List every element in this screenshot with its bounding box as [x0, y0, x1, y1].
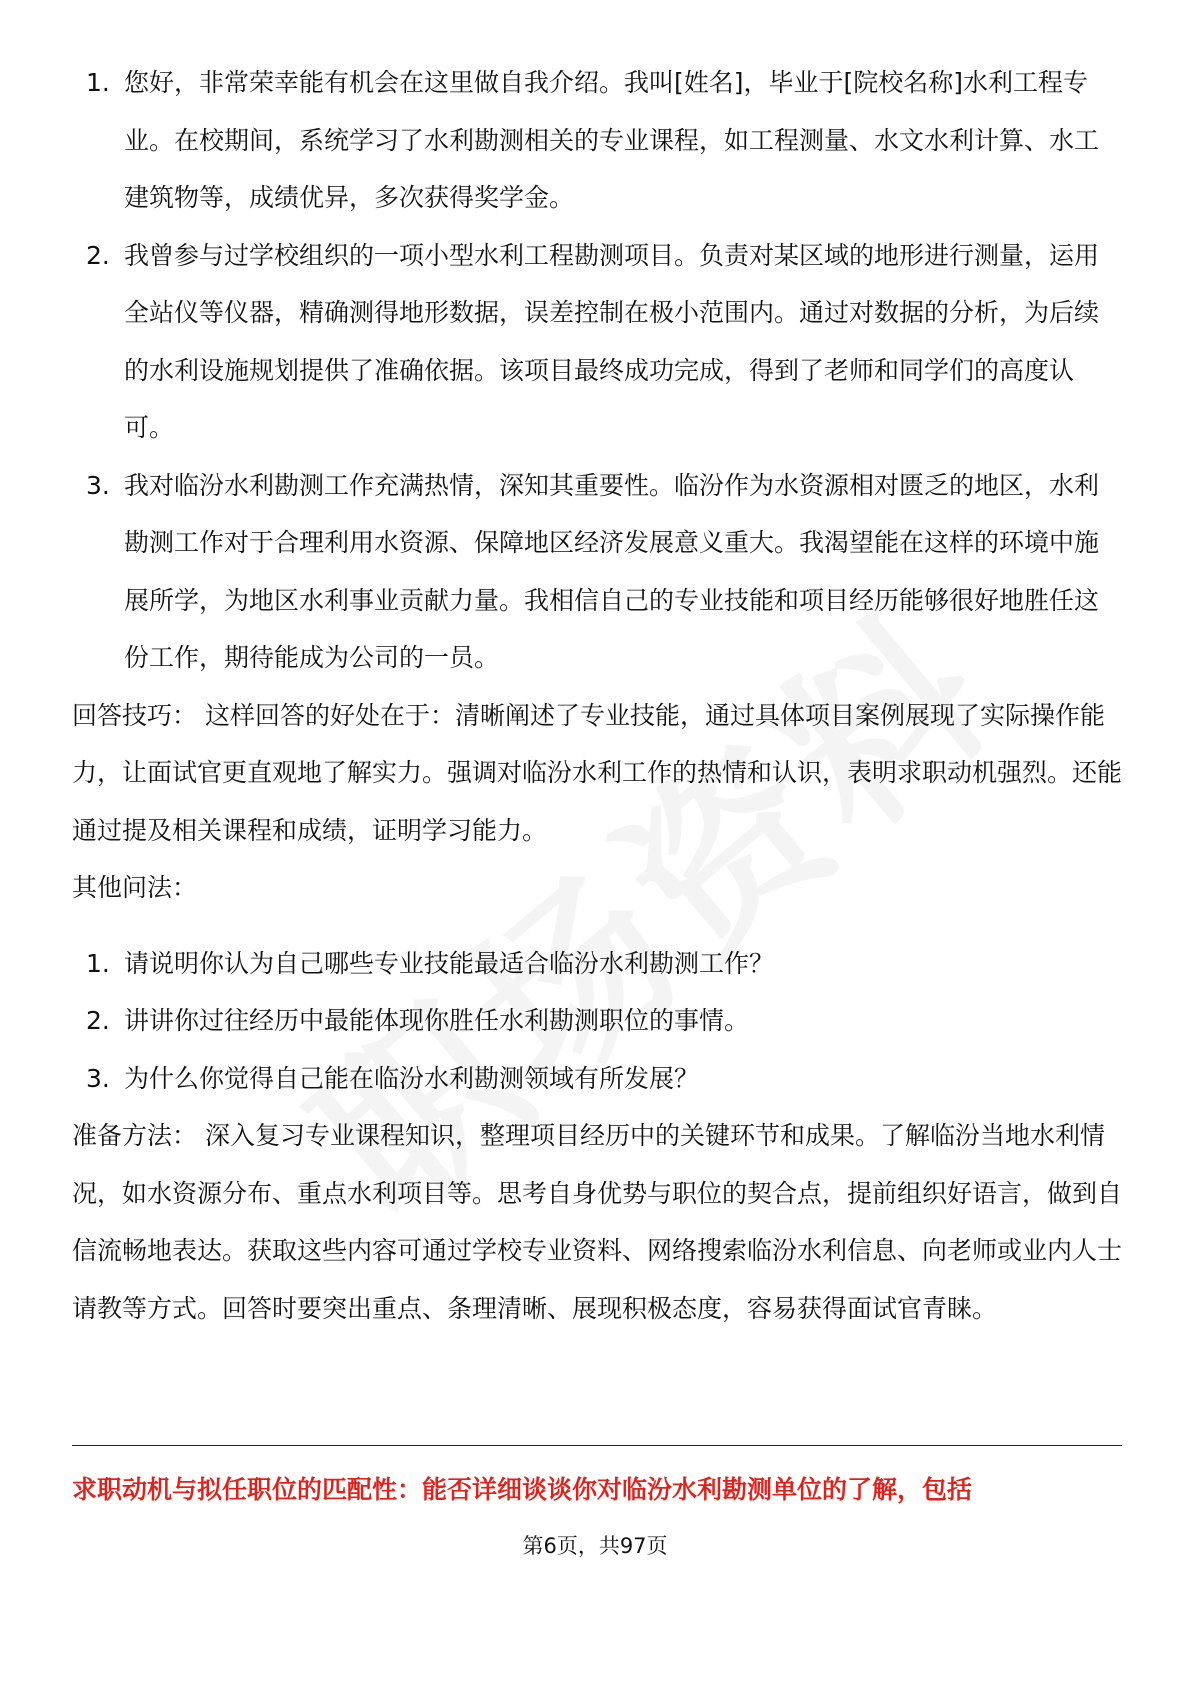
page-footer: 第6页，共97页 — [522, 1534, 668, 1558]
list-number: 3. — [86, 470, 110, 500]
list-item-text: 请说明你认为自己哪些专业技能最适合临汾水利勘测工作？ — [124, 948, 775, 978]
document-body — [72, 54, 1122, 1337]
section-divider — [72, 1445, 1122, 1446]
list-number: 2. — [86, 1006, 110, 1035]
list-item — [72, 54, 1122, 227]
list-item-text: 您好，非常荣幸能有机会在这里做自我介绍。我叫[姓名]，毕业于[院校名称]水利工程专业。在校期间，系统学习了水利勘测相关的专业课程，如工程测量、水文水利计算、水工建筑物等，成绩优异，多次获得奖学金。 — [124, 68, 1100, 212]
answer-tips-paragraph: 回答技巧： 这样回答的好处在于：清晰阐述了专业技能，通过具体项目案例展现了实际操作能力，让面试官更直观地了解实力。强调对临汾水利工作的热情和认识，表明求职动机强烈。还能通过提及相关课程和成绩，证明学习能力。 — [72, 700, 1123, 845]
intro-list — [72, 54, 1122, 687]
list-item-text: 讲讲你过往经历中最能体现你胜任水利勘测职位的事情。 — [124, 1006, 750, 1035]
next-question-heading: 求职动机与拟任职位的匹配性：能否详细谈谈你对临汾水利勘测单位的了解，包括 — [72, 1475, 973, 1504]
list-item — [72, 227, 1122, 457]
list-number: 2. — [86, 240, 110, 270]
other-questions-heading: 其他问法： — [72, 873, 198, 902]
list-item — [72, 1050, 1122, 1108]
list-item-text: 我曾参与过学校组织的一项小型水利工程勘测项目。负责对某区域的地形进行测量，运用全站仪等仪器，精确测得地形数据，误差控制在极小范围内。通过对数据的分析，为后续的水利设施规划提供了准确依据。该项目最终成功完成，得到了老师和同学们的高度认可。 — [124, 240, 1100, 442]
list-number: 3. — [86, 1063, 110, 1093]
other-questions-list — [72, 935, 1122, 1108]
list-item-text: 我对临汾水利勘测工作充满热情，深知其重要性。临汾作为水资源相对匮乏的地区，水利勘测工作对于合理利用水资源、保障地区经济发展意义重大。我渴望能在这样的环境中施展所学，为地区水利事业贡献力量。我相信自己的专业技能和项目经历能够很好地胜任这份工作，期待能成为公司的一员。 — [124, 470, 1100, 672]
list-number: 1. — [86, 68, 110, 97]
list-item — [72, 935, 1122, 993]
list-item-text: 为什么你觉得自己能在临汾水利勘测领域有所发展？ — [124, 1063, 700, 1093]
preparation-paragraph: 准备方法： 深入复习专业课程知识，整理项目经历中的关键环节和成果。了解临汾当地水利情况，如水资源分布、重点水利项目等。思考自身优势与职位的契合点，提前组织好语言，做到自信流畅地表达。获取这些内容可通过学校专业资料、网络搜索临汾水利信息、向老师或业内人士请教等方式。回答时要突出重点、条理清晰、展现积极态度，容易获得面试官青睐。 — [72, 1121, 1123, 1323]
list-item — [72, 992, 1122, 1050]
list-number: 1. — [86, 948, 110, 978]
list-item — [72, 457, 1122, 687]
